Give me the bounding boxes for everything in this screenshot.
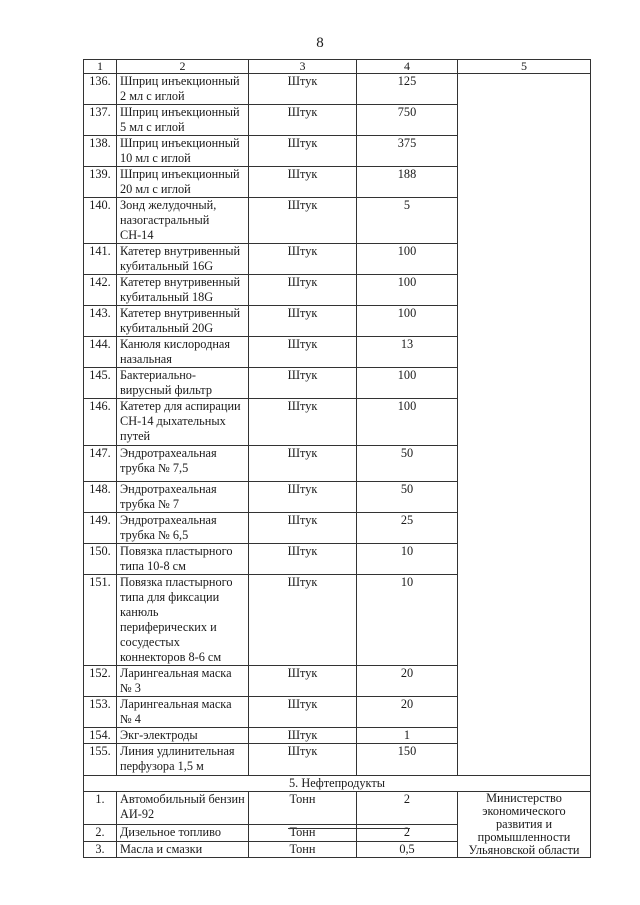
item-quantity: 150 — [357, 744, 458, 776]
item-number: 138. — [84, 136, 117, 167]
item-number: 147. — [84, 446, 117, 482]
item-quantity: 375 — [357, 136, 458, 167]
item-number: 137. — [84, 105, 117, 136]
item-name: Шприц инъекционный 5 мл с иглой — [117, 105, 249, 136]
item-quantity: 1 — [357, 728, 458, 744]
column-header: 3 — [249, 60, 357, 74]
column-header: 4 — [357, 60, 458, 74]
item-quantity: 10 — [357, 544, 458, 575]
item-name: Автомобильный бензин АИ-92 — [117, 792, 249, 825]
item-number: 146. — [84, 399, 117, 446]
item-unit: Тонн — [249, 792, 357, 825]
item-number: 142. — [84, 275, 117, 306]
item-unit: Штук — [249, 666, 357, 697]
item-unit: Штук — [249, 105, 357, 136]
item-quantity: 13 — [357, 337, 458, 368]
item-unit: Штук — [249, 136, 357, 167]
item-unit: Штук — [249, 446, 357, 482]
page-number: 8 — [316, 35, 324, 51]
table-row — [84, 792, 591, 825]
item-quantity: 10 — [357, 575, 458, 666]
item-unit: Штук — [249, 368, 357, 399]
item-quantity: 100 — [357, 306, 458, 337]
item-name: Эндротрахеальная трубка № 6,5 — [117, 513, 249, 544]
item-unit: Тонн — [249, 841, 357, 858]
item-quantity: 100 — [357, 244, 458, 275]
item-name: Катетер внутривенный кубитальный 16G — [117, 244, 249, 275]
item-quantity: 100 — [357, 275, 458, 306]
item-quantity: 125 — [357, 74, 458, 105]
item-unit: Штук — [249, 575, 357, 666]
item-number: 154. — [84, 728, 117, 744]
item-number: 141. — [84, 244, 117, 275]
item-name: Ларингеальная маска № 3 — [117, 666, 249, 697]
item-name: Повязка пластырного типа 10-8 см — [117, 544, 249, 575]
item-unit: Штук — [249, 167, 357, 198]
item-number: 139. — [84, 167, 117, 198]
item-unit: Штук — [249, 306, 357, 337]
section-title: 5. Нефтепродукты — [84, 776, 591, 792]
item-unit: Штук — [249, 74, 357, 105]
item-name: Шприц инъекционный 10 мл с иглой — [117, 136, 249, 167]
item-number: 155. — [84, 744, 117, 776]
item-number: 148. — [84, 482, 117, 513]
item-quantity: 5 — [357, 198, 458, 244]
item-name: Канюля кислородная назальная — [117, 337, 249, 368]
item-name: Шприц инъекционный 20 мл с иглой — [117, 167, 249, 198]
section-header-row — [84, 776, 591, 792]
item-number: 152. — [84, 666, 117, 697]
column-header: 5 — [458, 60, 591, 74]
item-quantity: 0,5 — [357, 841, 458, 858]
column-header: 1 — [84, 60, 117, 74]
item-number: 144. — [84, 337, 117, 368]
item-name: Дизельное топливо — [117, 825, 249, 842]
item-unit: Штук — [249, 513, 357, 544]
item-quantity: 2 — [357, 792, 458, 825]
responsible-organization: Министерство экономического развития и промышленности Ульяновской области — [458, 792, 591, 858]
item-quantity: 100 — [357, 399, 458, 446]
item-quantity: 100 — [357, 368, 458, 399]
item-quantity: 20 — [357, 697, 458, 728]
item-unit: Штук — [249, 399, 357, 446]
item-number: 149. — [84, 513, 117, 544]
item-unit: Штук — [249, 728, 357, 744]
item-unit: Тонн — [249, 825, 357, 842]
item-quantity: 20 — [357, 666, 458, 697]
item-unit: Штук — [249, 697, 357, 728]
item-unit: Штук — [249, 275, 357, 306]
item-unit: Штук — [249, 337, 357, 368]
item-unit: Штук — [249, 744, 357, 776]
item-unit: Штук — [249, 482, 357, 513]
item-number: 1. — [84, 792, 117, 825]
item-name: Эндротрахеальная трубка № 7,5 — [117, 446, 249, 482]
item-unit: Штук — [249, 244, 357, 275]
responsible-empty-cell — [458, 74, 591, 776]
item-quantity: 25 — [357, 513, 458, 544]
item-number: 153. — [84, 697, 117, 728]
item-number: 145. — [84, 368, 117, 399]
item-quantity: 50 — [357, 446, 458, 482]
item-name: Повязка пластырного типа для фиксации канюль периферических и сосудестых коннекторов 8-6 см — [117, 575, 249, 666]
table-row — [84, 74, 591, 105]
item-number: 136. — [84, 74, 117, 105]
item-name: Бактериально-вирусный фильтр — [117, 368, 249, 399]
item-name: Шприц инъекционный 2 мл с иглой — [117, 74, 249, 105]
item-unit: Штук — [249, 544, 357, 575]
footer-divider — [288, 828, 410, 829]
item-name: Масла и смазки — [117, 841, 249, 858]
supply-table — [83, 59, 591, 858]
item-name: Катетер для аспирации СН-14 дыхательных путей — [117, 399, 249, 446]
item-name: Катетер внутривенный кубитальный 20G — [117, 306, 249, 337]
item-name: Катетер внутривенный кубитальный 18G — [117, 275, 249, 306]
item-number: 150. — [84, 544, 117, 575]
item-number: 2. — [84, 825, 117, 842]
item-name: Линия удлинительная перфузора 1,5 м — [117, 744, 249, 776]
item-number: 3. — [84, 841, 117, 858]
item-name: Экг-электроды — [117, 728, 249, 744]
item-number: 140. — [84, 198, 117, 244]
item-number: 151. — [84, 575, 117, 666]
item-quantity: 2 — [357, 825, 458, 842]
item-number: 143. — [84, 306, 117, 337]
item-name: Ларингеальная маска № 4 — [117, 697, 249, 728]
item-quantity: 50 — [357, 482, 458, 513]
column-header: 2 — [117, 60, 249, 74]
column-number-row — [84, 60, 591, 74]
item-name: Зонд желудочный, назогастральный СН-14 — [117, 198, 249, 244]
item-unit: Штук — [249, 198, 357, 244]
item-name: Эндротрахеальная трубка № 7 — [117, 482, 249, 513]
item-quantity: 188 — [357, 167, 458, 198]
item-quantity: 750 — [357, 105, 458, 136]
